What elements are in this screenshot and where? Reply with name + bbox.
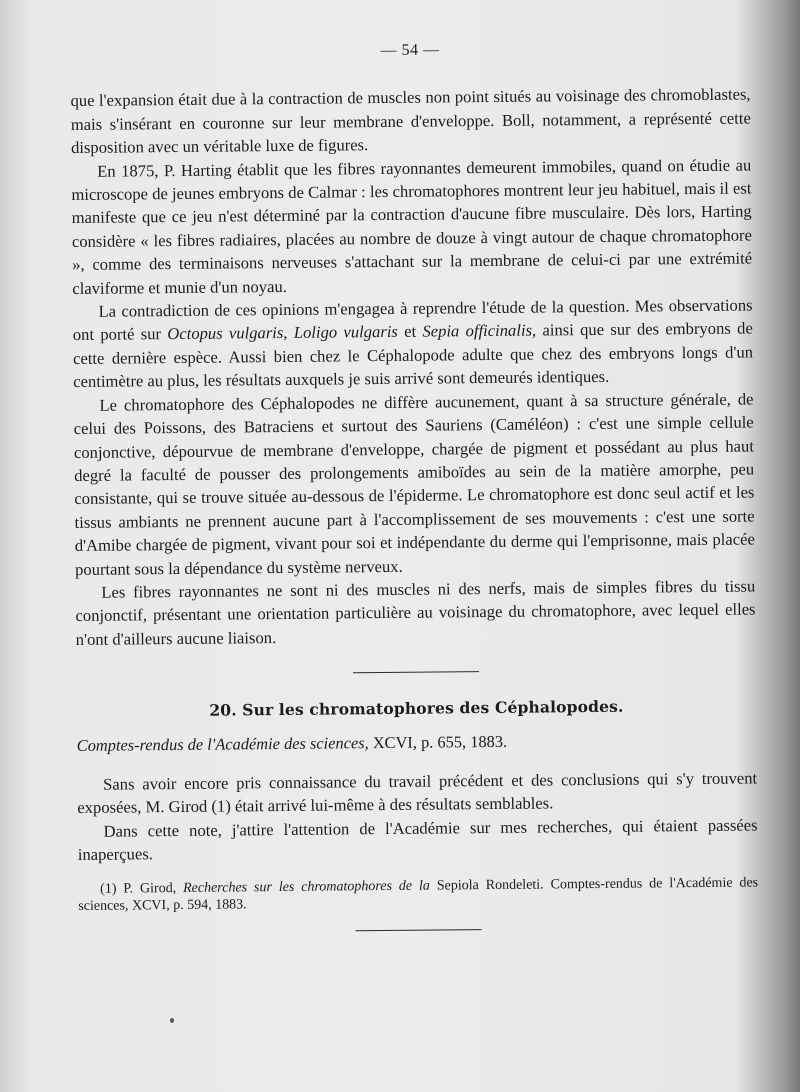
footer-divider [356,929,482,931]
body-text [70,83,755,651]
page-number: — 54 — [380,41,440,60]
section-paragraph-1 [77,766,757,819]
text-run: Sans avoir encore pris connaissance du travail précédent et des conclusions qui s'y trouvent exposées, M. Girod (1) était arrivé lui-même à des résultats semblables. [77,768,758,818]
ink-speck [170,1018,174,1023]
section-divider [353,671,479,673]
paragraph-1 [70,83,751,160]
text-run: que l'expansion était due à la contraction de muscles non point situés au voisinage des chromoblastes, mais s'insérant en couronne sur leur membrane d'enveloppe. Boll, notamment, a représenté cette disposition avec un véritable luxe de figures. [70,84,751,158]
section-title: 20. Sur les chromatophores des Céphalopodes. [209,696,624,720]
reference-details: XCVI, p. 655, 1883. [368,731,508,752]
section-paragraph-2 [77,813,757,866]
page-content [70,35,759,933]
text-run: En 1875, P. Harting établit que les fibres rayonnantes demeurent immobiles, quand on étudie au microscope de jeunes embryons de Calmar : les chromatophores montrent leur jeu habituel, mais il est manifeste que ce jeu n'est déterminé par la contraction d'aucune fibre musculaire. Dès lors, Harting considère « les fibres radiaires, placées au nombre de douze à vingt autour de chaque chromatophore », comme des terminaisons nerveuses s'attachant sur la membrane de celui-ci par une extrémité claviforme et munie d'un noyau. [71,155,753,298]
paragraph-3 [72,294,753,394]
text-run: Les fibres rayonnantes ne sont ni des muscles ni des nerfs, mais de simples fibres du tissu conjonctif, présentant une orientation particulière au voisinage du chromatophore, avec lequel elles n'ont d'ailleurs aucune liaison. [75,576,756,649]
section-reference [77,727,757,757]
footnote [78,874,758,915]
italic-run: Sepia officinalis, [422,321,537,342]
text-run: ainsi que sur des embryons de cette dernière espèce. Aussi bien chez le Céphalopode adulte que chez des embryons longs d'un centimètre au plus, les résultats auxquels je suis arrivé sont demeurés identiques. [72,318,754,392]
paragraph-5 [75,574,756,651]
paragraph-4 [73,387,755,581]
text-run: (1) P. Girod, [100,880,184,897]
reference-journal: Comptes-rendus de l'Académie des sciences, [76,732,369,755]
text-run: Dans cette note, j'attire l'attention de l'Académie sur mes recherches, qui étaient passées inaperçues. [77,815,758,865]
text-run: La contradiction de ces opinions m'engagea à reprendre l'étude de la question. Mes observations ont porté sur [72,295,753,345]
italic-run: Octopus vulgaris [167,323,284,344]
text-run: et [397,322,423,342]
italic-run: Loligo vulgaris [293,322,398,343]
text-run: Sepiola Rondeleti. Comptes-rendus de l'Académie des sciences, XCVI, p. 594, 1883. [78,875,759,914]
paragraph-2 [71,153,752,300]
text-run: , [283,323,294,343]
section-body [77,766,758,866]
text-run: Le chromatophore des Céphalopodes ne diffère aucunement, quant à sa structure générale, de celui des Poissons, des Batraciens et surtout des Sauriens (Caméléon) : c'est une simple cellule conjonctive, dépourvue de membrane d'enveloppe, chargée de pigment et possédant au plus haut degré la faculté de pousser des prolongements amiboïdes au sein de la matière amorphe, peu consistante, qui se trouve située au-dessous de l'épiderme. Le chromatophore est donc seul actif et les tissus ambiants ne prennent aucune part à l'accomplissement de ses mouvements : c'est une sorte d'Amibe chargée de pigment, vivant pour soi et indépendante du derme qui l'emprisonne, mais placée pourtant sous la dépendance du système nerveux. [73,389,755,579]
italic-run: Recherches sur les chromatophores de la [183,878,430,896]
